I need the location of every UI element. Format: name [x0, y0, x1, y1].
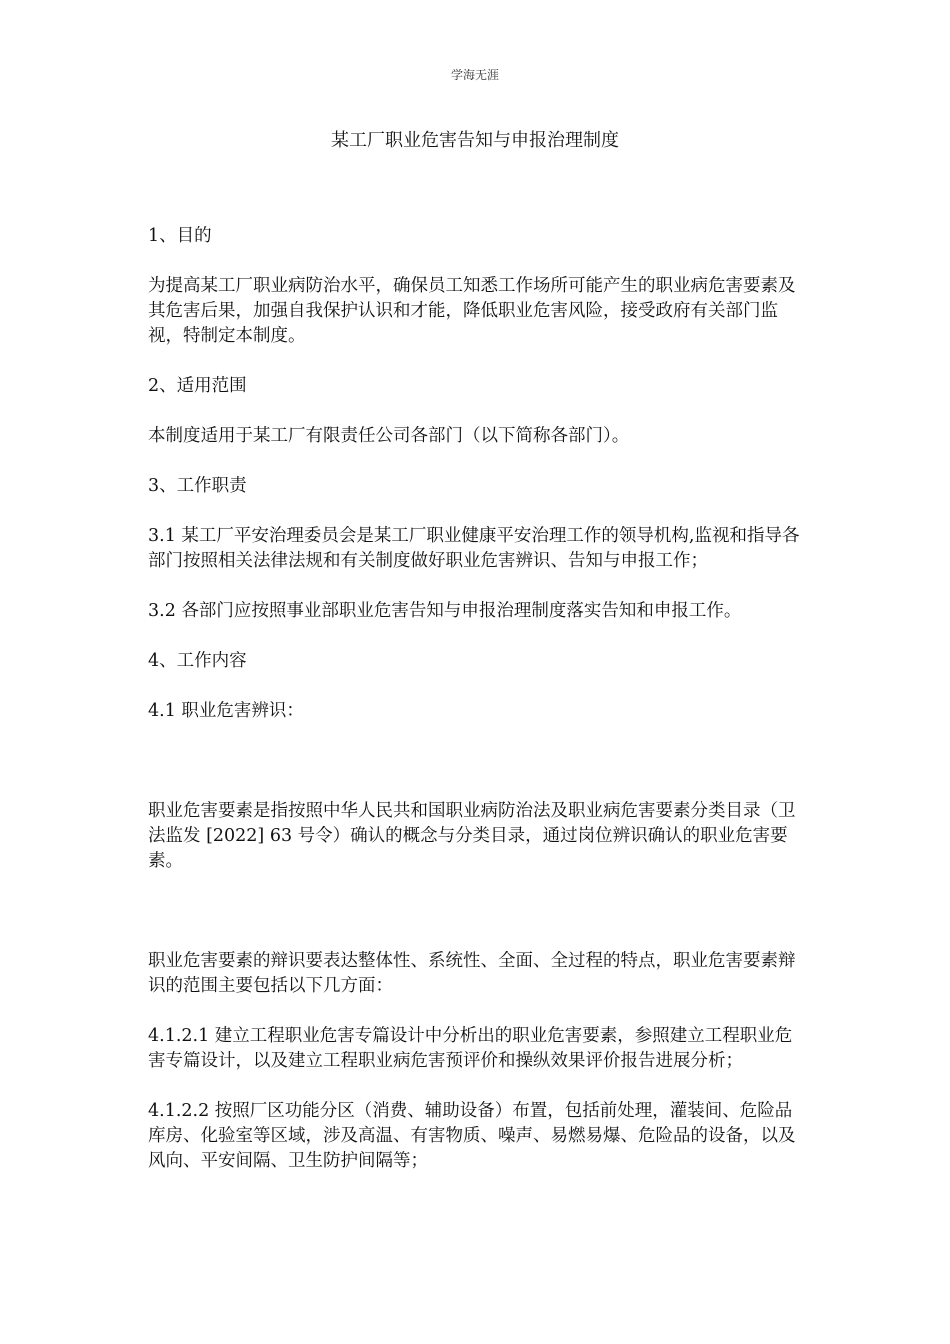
document-body [148, 224, 803, 1199]
paragraph-4-1-definition: 职业危害要素是指按照中华人民共和国职业病防治法及职业病危害要素分类目录（卫法监发 [2022] 63 号令）确认的概念与分类目录，通过岗位辨识确认的职业危害要素。 [148, 801, 796, 871]
paragraph-3-2: 3.2 各部门应按照事业部职业危害告知与申报治理制度落实告知和申报工作。 [148, 601, 742, 621]
paragraph-4-1-scope: 职业危害要素的辩识要表达整体性、系统性、全面、全过程的特点，职业危害要素辩识的范围主要包括以下几方面： [148, 951, 796, 996]
document-title: 某工厂职业危害告知与申报治理制度 [331, 130, 619, 151]
page-header: 学海无涯 [450, 68, 499, 82]
section-heading-responsibilities: 3、工作职责 [148, 476, 247, 496]
paragraph-4-1-2-1: 4.1.2.1 建立工程职业危害专篇设计中分析出的职业危害要素，参照建立工程职业危害专篇设计，以及建立工程职业病危害预评价和操纵效果评价报告进展分析； [148, 1026, 793, 1071]
section-heading-content: 4、工作内容 [148, 651, 247, 671]
spacer [148, 899, 803, 949]
section-heading-purpose: 1、目的 [148, 226, 212, 246]
paragraph-purpose: 为提高某工厂职业病防治水平，确保员工知悉工作场所可能产生的职业病危害要素及其危害后果，加强自我保护认识和才能，降低职业危害风险，接受政府有关部门监视，特制定本制度。 [148, 276, 796, 346]
section-heading-scope: 2、适用范围 [148, 376, 247, 396]
paragraph-3-1: 3.1 某工厂平安治理委员会是某工厂职业健康平安治理工作的领导机构,监视和指导各部门按照相关法律法规和有关制度做好职业危害辨识、告知与申报工作； [148, 526, 800, 571]
spacer [148, 749, 803, 799]
subsection-heading-4-1: 4.1 职业危害辨识： [148, 701, 304, 721]
paragraph-scope: 本制度适用于某工厂有限责任公司各部门（以下简称各部门）。 [148, 426, 630, 446]
paragraph-4-1-2-2: 4.1.2.2 按照厂区功能分区（消费、辅助设备）布置，包括前处理，灌装间、危险品库房、化验室等区域，涉及高温、有害物质、噪声、易燃易爆、危险品的设备，以及风向、平安间隔、卫生防护间隔等； [148, 1101, 796, 1171]
